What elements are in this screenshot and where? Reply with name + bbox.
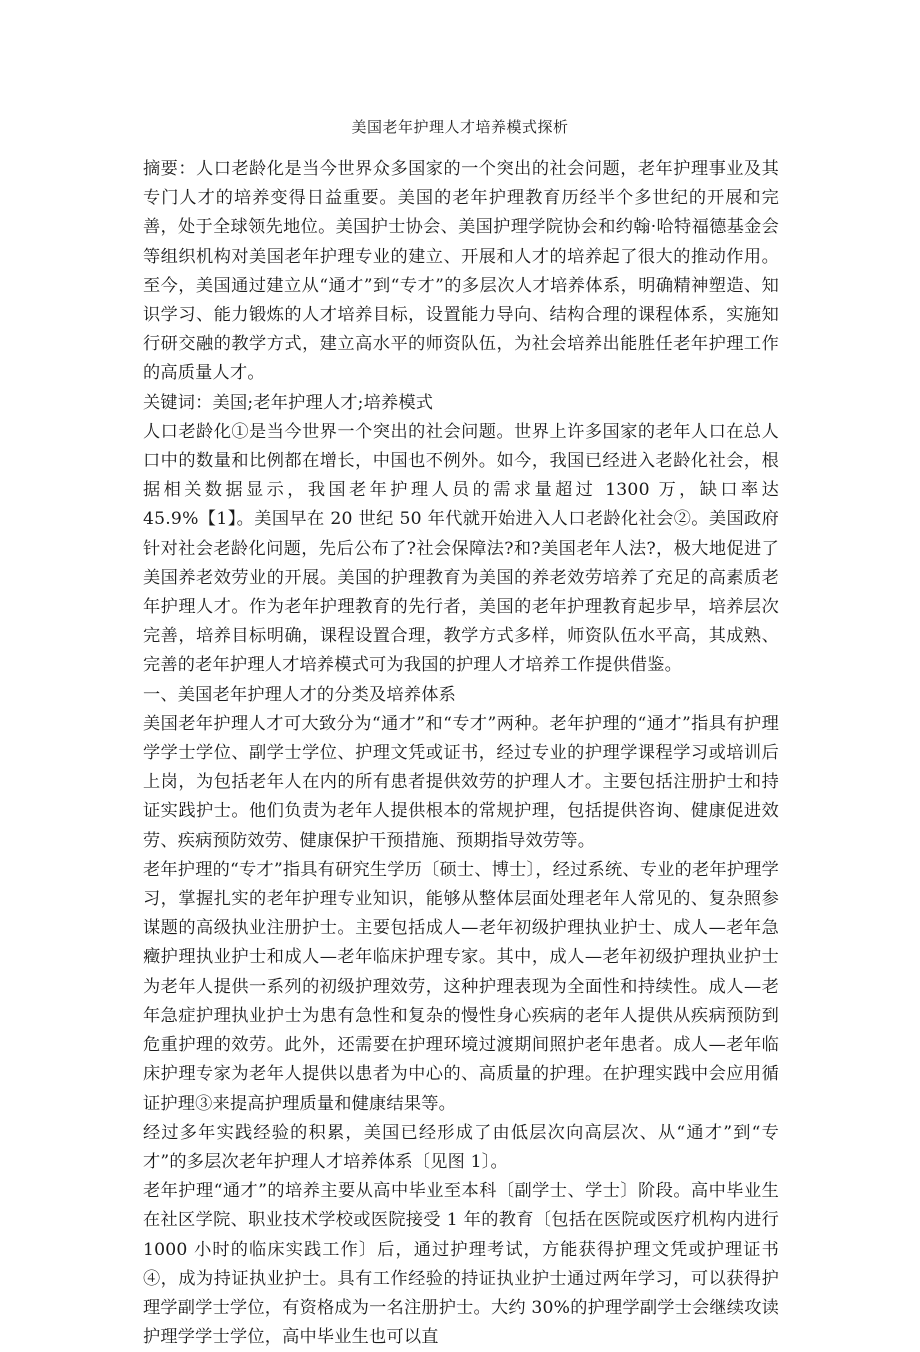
body-paragraph: 老年护理的“专才”指具有研究生学历〔硕士、博士〕，经过系统、专业的老年护理学习，掌握扎实的老年护理专业知识，能够从整体层面处理老年人常见的、复杂照参谋题的高级执业注册护士。主要包括成人—老年初级护理执业护士、成人—老年急癥护理执业护士和成人—老年临床护理专家。其中，成人—老年初级护理执业护士为老年人提供一系列的初级护理效劳，这种护理表现为全面性和持续性。成人—老年急症护理执业护士为患有急性和复杂的慢性身心疾病的老年人提供从疾病预防到危重护理的效劳。此外，还需要在护理环境过渡期间照护老年患者。成人—老年临床护理专家为老年人提供以患者为中心的、高质量的护理。在护理实践中会应用循证护理③来提高护理质量和健康结果等。: [143, 859, 779, 1114]
abstract-paragraph: 摘要：人口老龄化是当今世界众多国家的一个突出的社会问题，老年护理事业及其专门人才的培养变得日益重要。美国的老年护理教育历经半个多世纪的开展和完善，处于全球领先地位。美国护士协会、美国护理学院协会和约翰·哈特福德基金会等组织机构对美国老年护理专业的建立、开展和人才的培养起了很大的推动作用。至今，美国通过建立从“通才”到“专才”的多层次人才培养体系，明确精神塑造、知识学习、能力锻炼的人才培养目标，设置能力导向、结构合理的课程体系，实施知行研交融的教学方式，建立高水平的师资队伍，为社会培养出能胜任老年护理工作的高质量人才。: [143, 159, 779, 384]
body-paragraph: 经过多年实践经验的积累，美国已经形成了由低层次向高层次、从“通才”到“专才”的多层次老年护理人才培养体系〔见图 1〕。: [143, 1122, 779, 1172]
document-body: [143, 155, 779, 1352]
page-title: 美国老年护理人才培养模式探析: [351, 118, 569, 136]
section-heading: 一、美国老年护理人才的分类及培养体系: [143, 684, 456, 705]
body-paragraph: 美国老年护理人才可大致分为“通才”和“专才”两种。老年护理的“通才”指具有护理学学士学位、副学士学位、护理文凭或证书，经过专业的护理学课程学习或培训后上岗，为包括老年人在内的所有患者提供效劳的护理人才。主要包括注册护士和持证实践护士。他们负责为老年人提供根本的常规护理，包括提供咨询、健康促进效劳、疾病预防效劳、健康保护干预措施、预期指导效劳等。: [143, 713, 779, 851]
keywords-line: 关键词：美国;老年护理人才;培养模式: [143, 392, 434, 413]
body-paragraph: 老年护理“通才”的培养主要从高中毕业至本科〔副学士、学士〕阶段。高中毕业生在社区学院、职业技术学校或医院接受 1 年的教育〔包括在医院或医疗机构内进行 1000 小时的临床实践工作〕后，通过护理考试，方能获得护理文凭或护理证书④，成为持证执业护士。具有工作经验的持证执业护士通过两年学习，可以获得护理学副学士学位，有资格成为一名注册护士。大约 30%的护理学副学士会继续攻读护理学学士学位，高中毕业生也可以直: [143, 1181, 779, 1348]
intro-paragraph: 人口老龄化①是当今世界一个突出的社会问题。世界上许多国家的老年人口在总人口中的数量和比例都在增长，中国也不例外。如今，我国已经进入老龄化社会，根据相关数据显示，我国老年护理人员的需求量超过 1300 万，缺口率达 45.9%【1】。美国早在 20 世纪 50 年代就开始进入人口老龄化社会②。美国政府针对社会老龄化问题，先后公布了?社会保障法?和?美国老年人法?，极大地促进了美国养老效劳业的开展。美国的护理教育为美国的养老效劳培养了充足的高素质老年护理人才。作为老年护理教育的先行者，美国的老年护理教育起步早，培养层次完善，培养目标明确，课程设置合理，教学方式多样，师资队伍水平高，其成熟、完善的老年护理人才培养模式可为我国的护理人才培养工作提供借鉴。: [143, 421, 779, 676]
